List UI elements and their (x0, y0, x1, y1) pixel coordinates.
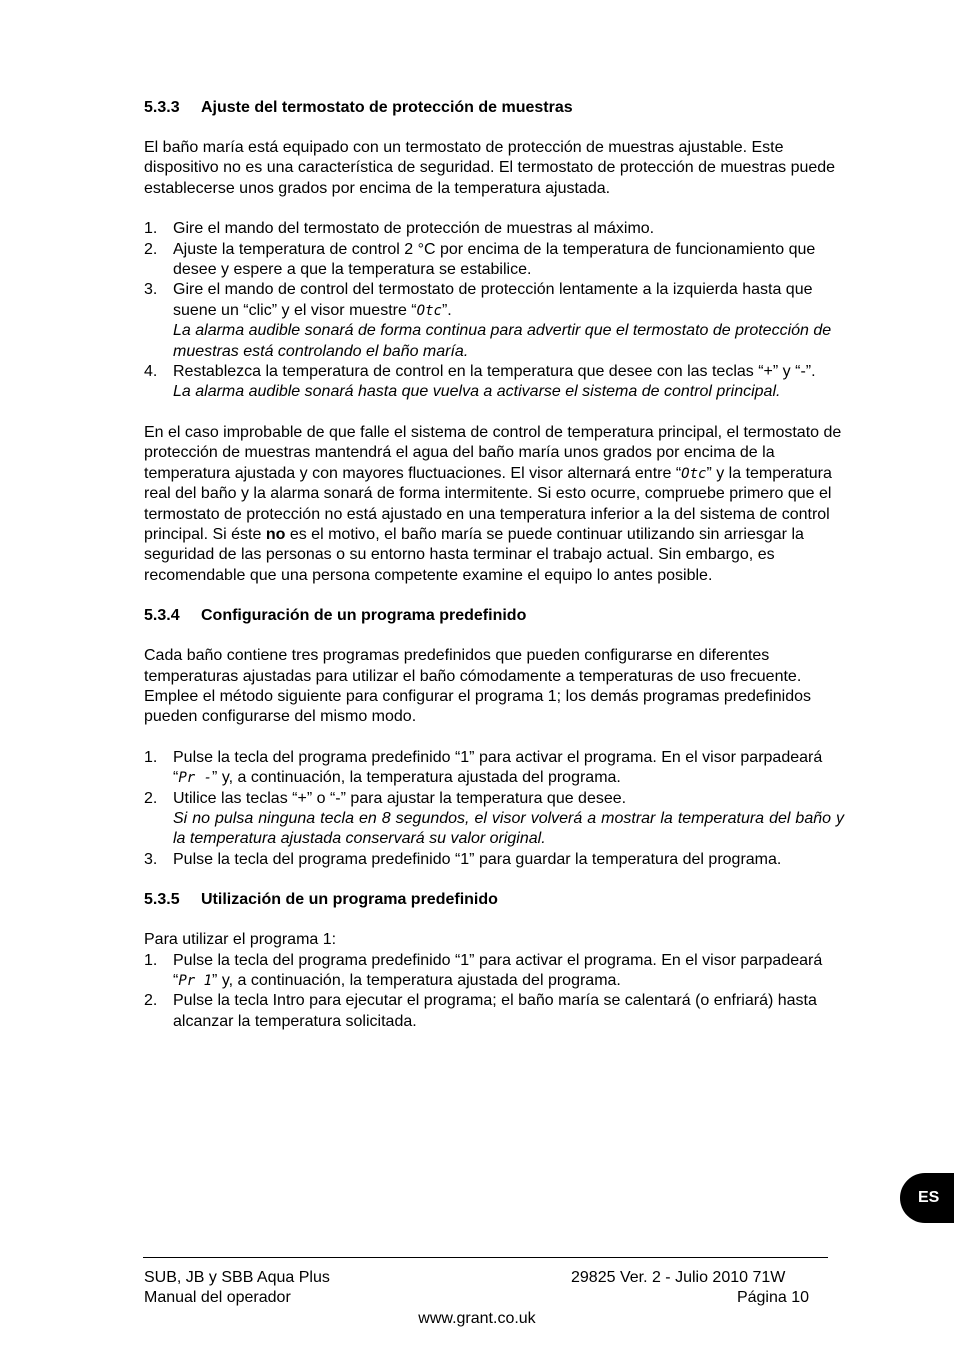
list-item: 1. Pulse la tecla del programa predefinido “1” para activar el programa. En el visor parpadeará “Pr -” y, a continuación, la temperatura ajustada del programa. (144, 748, 823, 787)
footer-divider (143, 1257, 828, 1258)
display-readout: Pr 1 (178, 973, 213, 989)
display-readout: Otc (416, 302, 442, 319)
list-item: 1. Gire el mando del termostato de protección de muestras al máximo. (144, 220, 655, 238)
step-list (144, 951, 844, 1033)
display-readout: Otc (681, 465, 707, 482)
list-item: 3. Pulse la tecla del programa predefinido “1” para guardar la temperatura del programa. (144, 850, 782, 868)
list-item: 1. Pulse la tecla del programa predefinido “1” para activar el programa. En el visor parpadeará “Pr 1” y, a continuación, la temperatura ajustada del programa. (144, 951, 823, 989)
page-content (144, 98, 844, 1032)
step-list (144, 219, 844, 403)
footer-left: SUB, JB y SBB Aqua Plus Manual del operador (144, 1269, 330, 1307)
language-tab: ES (900, 1173, 954, 1223)
paragraph: El baño maría está equipado con un termostato de protección de muestras ajustable. Este dispositivo no es una característica de seguridad. El termostato de protección de muestras puede establecerse unos grados por encima de la temperatura ajustada. (144, 139, 836, 197)
paragraph: Cada baño contiene tres programas predefinidos que pueden configurarse en diferentes temperaturas ajustadas para utilizar el baño cómodamente a temperaturas de uso frecuente. Emplee el método siguiente para configurar el programa 1; los demás programas predefinidos pueden configurarse del mismo modo. (144, 647, 812, 726)
list-item: 2. Ajuste la temperatura de control 2 °C por encima de la temperatura de funcionamiento que desee y espere a que la temperatura se estabilice. (144, 240, 816, 279)
list-item: 4. Restablezca la temperatura de control en la temperatura que desee con las teclas “+” y “-”. La alarma audible sonará hasta que vuelva a activarse el sistema de control principal. (144, 362, 844, 403)
section-heading-5-3-3: 5.3.3 Ajuste del termostato de protección de muestras (144, 99, 573, 116)
note: La alarma audible sonará hasta que vuelva a activarse el sistema de control principal. (173, 383, 781, 401)
footer-right: 29825 Ver. 2 - Julio 2010 71W Página 10 (571, 1269, 809, 1307)
display-readout: Pr - (178, 770, 213, 787)
paragraph: Para utilizar el programa 1: (144, 931, 337, 949)
list-item: 2. Pulse la tecla Intro para ejecutar el programa; el baño maría se calentará (o enfriará) hasta alcanzar la temperatura solicitada. (144, 992, 817, 1030)
footer-url: www.grant.co.uk (418, 1310, 536, 1327)
section-heading-5-3-5: 5.3.5 Utilización de un programa predefinido (144, 891, 498, 909)
step-list (144, 748, 844, 870)
note: La alarma audible sonará de forma continua para advertir que el termostato de protección de muestras está controlando el baño maría. (173, 322, 832, 360)
list-item: 2. Utilice las teclas “+” o “-” para ajustar la temperatura que desee. Si no pulsa ninguna tecla en 8 segundos, el visor volverá a mostrar la temperatura del baño y la temperatura ajustada conservará su valor original. (144, 789, 844, 850)
paragraph: En el caso improbable de que falle el sistema de control de temperatura principal, el termostato de protección de muestras mantendrá el agua del baño maría unos grados por encima de la temperatura ajustada y con mayores fluctuaciones. El visor alternará entre “Otc” y la temperatura real del baño y la alarma sonará de forma intermitente. Si esto ocurre, compruebe primero que el termostato de protección no está ajustado en una temperatura inferior a la del sistema de control principal. Si éste no es el motivo, el baño maría se puede continuar utilizando sin arriesgar la seguridad de las personas o su entorno hasta terminar el trabajo actual. Sin embargo, es recomendable que una persona competente examine el equipo lo antes posible. (144, 423, 842, 584)
section-heading-5-3-4: 5.3.4 Configuración de un programa predefinido (144, 607, 527, 625)
note: Si no pulsa ninguna tecla en 8 segundos, el visor volverá a mostrar la temperatura del baño y la temperatura ajustada conservará su valor original. (173, 809, 844, 848)
list-item: 3. Gire el mando de control del termostato de protección lentamente a la izquierda hasta que suene un “clic” y el visor muestre “Otc”. La alarma audible sonará de forma continua para advertir que el termostato de protección de muestras está controlando el baño maría. (144, 280, 844, 362)
